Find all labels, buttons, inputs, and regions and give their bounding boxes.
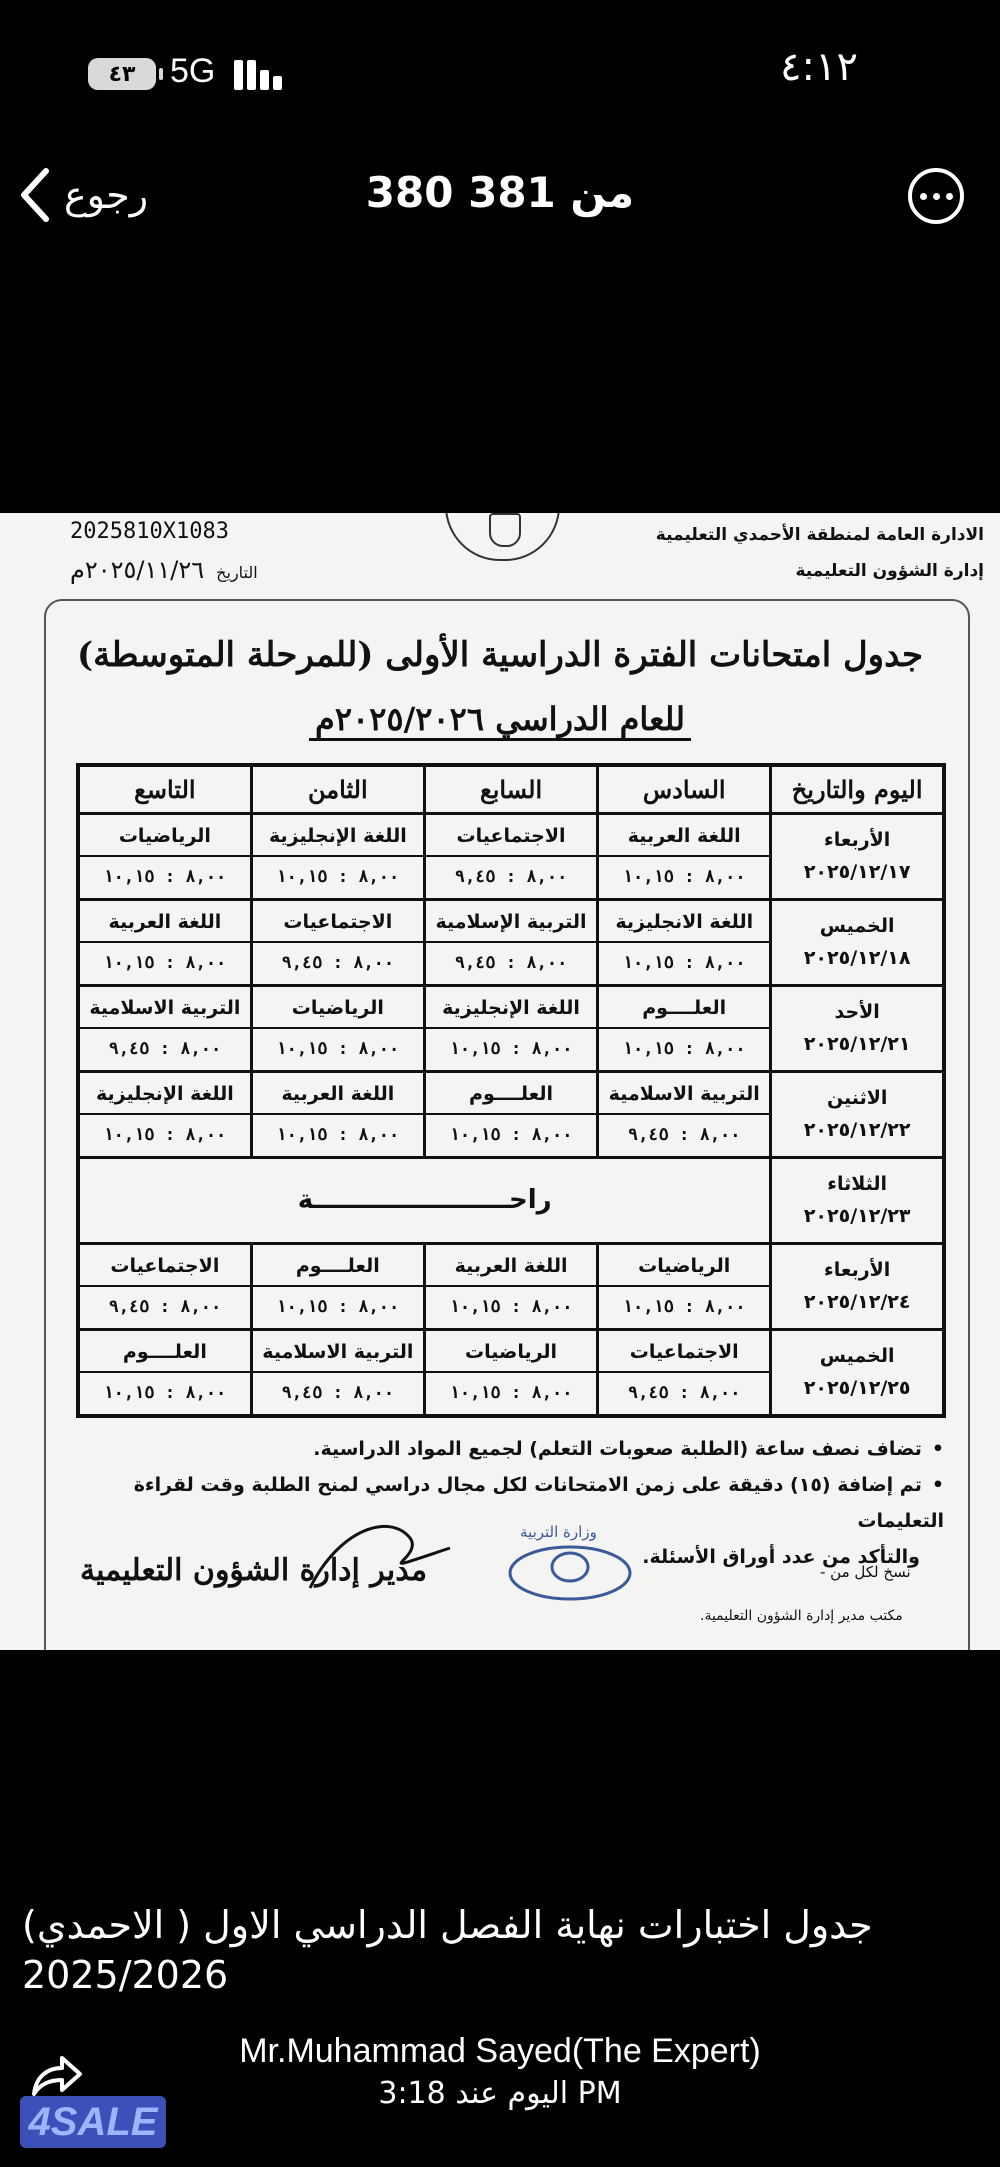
- more-icon-dot: [946, 193, 953, 200]
- exam-time: ٨,٠٠ : ١٠,١٥: [449, 1296, 573, 1317]
- day-name: الأربعاء: [824, 1259, 891, 1281]
- exam-time: ٨,٠٠ : ١٠,١٥: [622, 1038, 746, 1059]
- exam-time: ٨,٠٠ : ١٠,١٥: [276, 1296, 400, 1317]
- exam-date: ٢٠٢٥/١٢/٢٣: [803, 1205, 911, 1227]
- document-header-org: [656, 517, 984, 589]
- day-date-cell: [771, 1071, 944, 1157]
- table-row: [78, 1243, 944, 1329]
- column-header: السابع: [424, 765, 597, 813]
- exam-cell: [78, 1071, 251, 1157]
- exam-cell: [424, 813, 597, 899]
- battery-level: ٤٣: [108, 61, 136, 87]
- document-header-ref: [70, 513, 258, 592]
- chevron-left-icon: [16, 165, 56, 225]
- exam-time: ٨,٠٠ : ١٠,١٥: [449, 1124, 573, 1145]
- exam-date: ٢٠٢٥/١٢/٢٤: [803, 1291, 911, 1313]
- subject-name: الاجتماعيات: [253, 901, 423, 943]
- network-type: 5G: [170, 52, 216, 90]
- exam-date: ٢٠٢٥/١٢/٢١: [803, 1033, 911, 1055]
- day-date-cell: [771, 985, 944, 1071]
- day-date-cell: [771, 813, 944, 899]
- exam-cell: [598, 1243, 771, 1329]
- subject-name: اللغة الإنجليزية: [426, 987, 596, 1029]
- day-name: الثلاثاء: [827, 1173, 888, 1195]
- exam-cell: [424, 985, 597, 1071]
- back-button[interactable]: [16, 160, 148, 230]
- subject-name: التربية الاسلامية: [80, 987, 250, 1029]
- date-label: التاريخ: [216, 563, 258, 582]
- table-row: [78, 1329, 944, 1416]
- exam-time: ٨,٠٠ : ٩,٤٥: [281, 1382, 395, 1403]
- exam-cell: [251, 813, 424, 899]
- day-date-cell: [771, 1243, 944, 1329]
- exam-time: ٨,٠٠ : ١٠,١٥: [622, 1296, 746, 1317]
- exam-date: ٢٠٢٥/١٢/١٧: [803, 861, 911, 883]
- copies-line: مكتب مدير إدارة الشؤون التعليمية.: [700, 1608, 903, 1624]
- exam-cell: [598, 813, 771, 899]
- exam-cell: [424, 899, 597, 985]
- note: والتأكد من عدد أوراق الأسئلة.: [642, 1546, 920, 1568]
- subject-name: اللغة العربية: [599, 815, 769, 857]
- exam-cell: [251, 1243, 424, 1329]
- exam-time: ٨,٠٠ : ١٠,١٥: [103, 866, 227, 887]
- more-options-button[interactable]: [908, 168, 964, 224]
- back-label: رجوع: [64, 173, 149, 217]
- exam-date: ٢٠٢٥/١٢/٢٥: [803, 1377, 911, 1399]
- exam-time: ٨,٠٠ : ١٠,١٥: [103, 1124, 227, 1145]
- subject-name: الرياضيات: [426, 1331, 596, 1373]
- subject-name: العلــــوم: [599, 987, 769, 1029]
- exam-cell: [251, 1329, 424, 1416]
- exam-cell: [598, 899, 771, 985]
- subject-name: العلــــوم: [426, 1073, 596, 1115]
- column-header: التاسع: [78, 765, 251, 813]
- day-name: الأحد: [834, 1001, 880, 1023]
- subject-name: اللغة الإنجليزية: [253, 815, 423, 857]
- subject-name: اللغة العربية: [253, 1073, 423, 1115]
- subject-name: اللغة الانجليزية: [599, 901, 769, 943]
- clock: ٤:١٢: [780, 44, 858, 90]
- subject-name: التربية الاسلامية: [599, 1073, 769, 1115]
- exam-schedule-table: [76, 763, 946, 1418]
- day-date-cell: [771, 1329, 944, 1416]
- subject-name: الرياضيات: [80, 815, 250, 857]
- exam-cell: [78, 1329, 251, 1416]
- emblem-icon: [445, 513, 560, 561]
- author-name[interactable]: Mr.Muhammad Sayed(The Expert): [239, 2032, 761, 2070]
- exam-cell: [598, 1071, 771, 1157]
- exam-time: ٨,٠٠ : ٩,٤٥: [108, 1296, 222, 1317]
- exam-cell: [78, 1243, 251, 1329]
- exam-time: ٨,٠٠ : ١٠,١٥: [622, 866, 746, 887]
- exam-time: ٨,٠٠ : ١٠,١٥: [622, 952, 746, 973]
- table-row: [78, 813, 944, 899]
- subject-name: التربية الإسلامية: [426, 901, 596, 943]
- table-header-row: [78, 765, 944, 813]
- day-name: الخميس: [819, 915, 895, 937]
- exam-cell: [424, 1243, 597, 1329]
- reference-number: 2025810X1083: [70, 519, 229, 544]
- exam-time: ٨,٠٠ : ٩,٤٥: [454, 866, 568, 887]
- exam-time: ٨,٠٠ : ٩,٤٥: [281, 952, 395, 973]
- post-caption: [22, 1900, 982, 2000]
- table-row: [78, 1157, 944, 1243]
- column-header: اليوم والتاريخ: [771, 765, 944, 813]
- exam-time: ٨,٠٠ : ١٠,١٥: [276, 1038, 400, 1059]
- column-header: السادس: [598, 765, 771, 813]
- subject-name: اللغة العربية: [426, 1245, 596, 1287]
- subject-name: اللغة الإنجليزية: [80, 1073, 250, 1115]
- rest-day-cell: راحــــــــــــــــــــــة: [78, 1157, 771, 1243]
- subject-name: العلــــوم: [80, 1331, 250, 1373]
- exam-date: ٢٠٢٥/١٢/٢٢: [803, 1119, 911, 1141]
- exam-time: ٨,٠٠ : ١٠,١٥: [276, 1124, 400, 1145]
- exam-time: ٨,٠٠ : ١٠,١٥: [449, 1038, 573, 1059]
- org-line2: إدارة الشؤون التعليمية: [795, 561, 984, 581]
- exam-cell: [78, 985, 251, 1071]
- exam-date: ٢٠٢٥/١٢/١٨: [803, 947, 911, 969]
- note: تم إضافة (١٥) دقيقة على زمن الامتحانات لكل مجال دراسي لمنح الطلبة وقت لقراءة التعليمات: [133, 1474, 944, 1532]
- day-name: الخميس: [819, 1345, 895, 1367]
- subject-name: الرياضيات: [253, 987, 423, 1029]
- stamp-text: وزارة التربية: [520, 1523, 597, 1541]
- more-icon-dot: [933, 193, 940, 200]
- day-name: الأربعاء: [824, 829, 891, 851]
- page-counter: 380 من 381: [365, 168, 635, 217]
- exam-cell: [251, 899, 424, 985]
- exam-time: ٨,٠٠ : ١٠,١٥: [276, 866, 400, 887]
- exam-time: ٨,٠٠ : ٩,٤٥: [627, 1124, 741, 1145]
- exam-cell: [598, 1329, 771, 1416]
- subject-name: الاجتماعيات: [599, 1331, 769, 1373]
- day-date-cell: [771, 899, 944, 985]
- subject-name: الاجتماعيات: [426, 815, 596, 857]
- exam-time: ٨,٠٠ : ١٠,١٥: [449, 1382, 573, 1403]
- exam-cell: [251, 1071, 424, 1157]
- signature-title: مدير إدارة الشؤون التعليمية: [80, 1553, 428, 1588]
- day-name: الاثنين: [826, 1087, 888, 1109]
- post-timestamp: اليوم عند 3:18 PM: [378, 2076, 622, 2111]
- subject-name: الاجتماعيات: [80, 1245, 250, 1287]
- caption-line: جدول اختبارات نهاية الفصل الدراسي الاول ( الاحمدي): [22, 1903, 873, 1947]
- column-header: الثامن: [251, 765, 424, 813]
- document-title: جدول امتحانات الفترة الدراسية الأولى (للمرحلة المتوسطة): [77, 635, 923, 675]
- exam-cell: [78, 813, 251, 899]
- exam-time: ٨,٠٠ : ٩,٤٥: [454, 952, 568, 973]
- signal-icon: [234, 56, 286, 90]
- exam-cell: [598, 985, 771, 1071]
- caption-line: 2025/2026: [22, 1953, 229, 1997]
- table-row: [78, 899, 944, 985]
- subject-name: اللغة العربية: [80, 901, 250, 943]
- exam-time: ٨,٠٠ : ١٠,١٥: [103, 1382, 227, 1403]
- org-line1: الادارة العامة لمنطقة الأحمدي التعليمية: [655, 525, 984, 545]
- more-icon-dot: [920, 193, 927, 200]
- exam-cell: [78, 899, 251, 985]
- exam-cell: [424, 1071, 597, 1157]
- document-image[interactable]: [0, 513, 1000, 1650]
- exam-cell: [424, 1329, 597, 1416]
- exam-time: ٨,٠٠ : ٩,٤٥: [627, 1382, 741, 1403]
- document-subtitle: [0, 700, 1000, 738]
- status-bar: [0, 0, 1000, 150]
- subject-name: العلــــوم: [253, 1245, 423, 1287]
- exam-time: ٨,٠٠ : ٩,٤٥: [108, 1038, 222, 1059]
- document-date: ٢٠٢٥/١١/٢٦م: [70, 556, 205, 584]
- stamp-icon: [470, 1533, 670, 1613]
- subject-name: التربية الاسلامية: [253, 1331, 423, 1373]
- exam-cell: [251, 985, 424, 1071]
- brand-logo: 4SALE: [20, 2096, 166, 2148]
- table-row: [78, 985, 944, 1071]
- notes: •تضاف نصف ساعة (الطلبة صعوبات التعلم) لجميع المواد الدراسية. •تم إضافة (١٥) دقيقة على زمن الامتحانات لكل مجال دراسي لمنح الطلبة وقت لقراءة التعليمات والتأكد من عدد أوراق الأسئلة.: [133, 1438, 944, 1568]
- subject-name: الرياضيات: [599, 1245, 769, 1287]
- note: تضاف نصف ساعة (الطلبة صعوبات التعلم) لجميع المواد الدراسية.: [313, 1438, 922, 1460]
- academic-year: للعام الدراسي ٢٠٢٥/٢٠٢٦م: [309, 700, 691, 741]
- battery-icon: [88, 58, 156, 90]
- day-date-cell: [771, 1157, 944, 1243]
- copies-label: نسخ لكل من -: [820, 1563, 911, 1581]
- exam-time: ٨,٠٠ : ١٠,١٥: [103, 952, 227, 973]
- table-row: [78, 1071, 944, 1157]
